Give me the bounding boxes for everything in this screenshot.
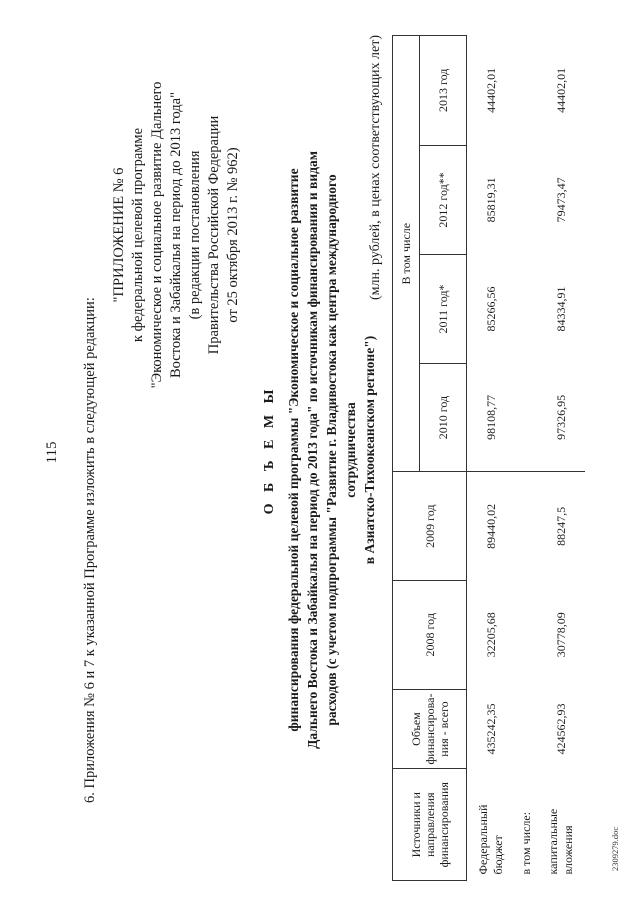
row-total [515,689,537,769]
document-subtitle [284,145,379,755]
appendix-line: Востока и Забайкалья на период до 2013 года" [168,91,184,379]
row-value: 97326,95 [537,363,585,472]
header-total: Объем финансирова-ния - всего [393,689,467,769]
row-total: 424562,93 [553,703,568,755]
subtitle-line: финансирования федеральной целевой программы "Экономическое и социальное развитие [286,168,301,732]
row-value: 89440,02 [483,503,498,549]
footer-document-code: 2309279.doc [610,826,620,871]
table-row [537,36,585,881]
header-group: В том числе [393,36,420,472]
appendix-line: Правительства Российской Федерации [206,115,222,355]
row-value [515,36,537,146]
row-source: Федеральный бюджет [476,804,505,875]
row-value: 32205,68 [483,612,498,658]
row-value: 85266,56 [483,286,498,332]
header-year: 2011 год* [420,255,467,364]
intro-paragraph: 6. Приложения № 6 и 7 к указанной Программе изложить в следующей редакции: [82,297,98,803]
appendix-line: "Экономическое и социальное развитие Дальнего [149,81,165,389]
financing-table [392,35,585,881]
header-year: 2013 год [420,36,467,146]
header-year: 2010 год [420,363,467,472]
appendix-line: к федеральной целевой программе [130,127,146,343]
appendix-line: от 25 октября 2013 г. № 962) [225,147,241,323]
row-value: 44402,01 [553,67,568,113]
row-value: 88247,5 [553,506,568,546]
subtitle-line: в Азиатско-Тихоокеанском регионе") [362,335,377,565]
row-value [515,580,537,689]
header-year: 2009 год [393,472,467,581]
row-value [515,145,537,255]
row-value [515,363,537,472]
row-value: 98108,77 [467,363,516,472]
table-row [467,36,516,881]
appendix-header [110,25,243,445]
subtitle-line: Дальнего Востока и Забайкалья на период до 2013 года" по источникам финансирования и видам [305,151,320,749]
row-value: 84334,91 [553,286,568,332]
row-value: 79473,47 [553,177,568,223]
row-value: 85819,31 [483,177,498,223]
page-number: 115 [44,441,60,464]
appendix-line: "ПРИЛОЖЕНИЕ № 6 [111,167,127,303]
subtitle-line: расходов (с учетом подпрограммы "Развитие г. Владивостока как центра международного сотрудничества [324,174,358,726]
appendix-line: (в редакции постановления [187,150,203,320]
row-value: 44402,01 [483,67,498,113]
units-note: (млн. рублей, в ценах соответствующих лет) [368,35,383,300]
table-row [515,36,537,881]
row-total: 435242,35 [483,703,498,755]
document-title: О Б Ъ Е М Ы [262,385,277,515]
row-value: 30778,09 [553,612,568,658]
row-source: капитальные вложения [546,808,575,875]
row-source: в том числе: [518,811,533,875]
row-value [515,472,537,581]
header-year: 2012 год** [420,145,467,255]
row-value [515,255,537,364]
header-year: 2008 год [393,580,467,689]
header-source: Источники и направления финансирования [393,769,467,881]
